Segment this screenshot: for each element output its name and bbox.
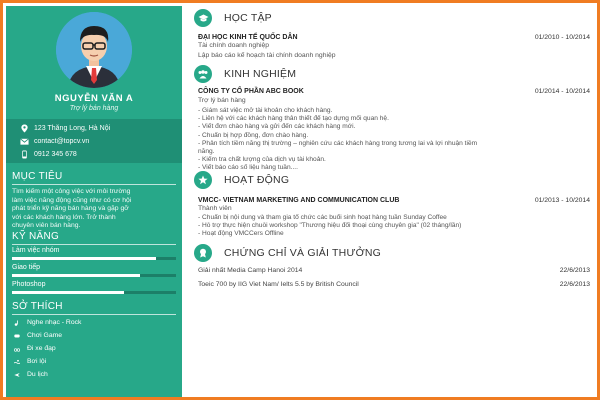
skills-divider <box>12 244 176 245</box>
hobby-label: Bơi lội <box>27 358 47 365</box>
experience-bullet: - Giám sát việc mở tài khoản cho khách hàng. <box>198 107 333 114</box>
contact-address <box>20 123 110 134</box>
hobby-item <box>14 358 46 365</box>
certificate-name: Giải nhất Media Camp Hanoi 2014 <box>198 267 303 274</box>
experience-header <box>194 65 296 83</box>
contact-email-text: contact@topcv.vn <box>34 138 90 145</box>
education-note: Lập báo cáo kế hoạch tài chính doanh nghiệp <box>198 52 336 59</box>
contact-phone-text: 0912 345 678 <box>34 151 77 158</box>
map-pin-icon <box>20 124 29 133</box>
education-major: Tài chính doanh nghiệp <box>198 42 270 49</box>
bicycle-icon <box>14 346 20 352</box>
activities-bullet: - Chuẩn bị nội dung và tham gia tổ chức các buổi sinh hoạt hàng tuần Sunday Coffee <box>198 214 447 221</box>
experience-bullet: - Viết đơn chào hàng và gửi đến các khách hàng mới. <box>198 123 356 131</box>
experience-company: CÔNG TY CỔ PHẦN ABC BOOK <box>198 88 304 95</box>
experience-bullet: năng. <box>198 148 215 156</box>
award-icon <box>194 244 212 262</box>
hobby-item <box>14 371 48 378</box>
avatar-illustration <box>56 12 132 88</box>
activities-heading: HOẠT ĐỘNG <box>224 174 290 186</box>
skills-heading: KỸ NĂNG <box>12 231 60 242</box>
hobby-label: Du lịch <box>27 371 48 378</box>
graduation-cap-icon <box>194 9 212 27</box>
experience-bullet: - Phân tích tiềm năng thị trường – nghiên cứu các khách hàng trong tương lai và lợi nhuận tiềm <box>198 139 478 147</box>
activities-role: Thành viên <box>198 205 232 212</box>
gamepad-icon <box>14 333 20 339</box>
hobby-label: Chơi Game <box>27 332 63 339</box>
experience-bullet: - Viết báo cáo số liệu hàng tuần.... <box>198 164 298 172</box>
education-school: ĐẠI HỌC KINH TẾ QUỐC DÂN <box>198 34 298 41</box>
activities-bullet: - Hỗ trợ thực hiện chuỗi workshop "Thương hiệu đối thoại cùng chuyên gia" (02 tháng/lần) <box>198 222 462 230</box>
experience-bullet: - Liên hệ với các khách hàng thân thiết để tạo dựng mối quan hệ. <box>198 115 389 123</box>
experience-heading: KINH NGHIỆM <box>224 68 297 80</box>
activities-bullet: - Hoạt động VMCCers Offline <box>198 230 284 238</box>
contact-block <box>6 119 182 163</box>
objective-line: Tìm kiếm một công việc với môi trường <box>12 188 131 195</box>
education-date: 01/2010 - 10/2014 <box>534 34 590 41</box>
contact-phone[interactable] <box>20 149 77 160</box>
experience-bullet: - Kiểm tra chất lượng của dịch vụ tài khoản. <box>198 156 326 164</box>
education-header <box>194 9 272 27</box>
objective-text <box>12 188 176 231</box>
hobbies-heading: SỞ THÍCH <box>12 301 63 312</box>
avatar <box>56 12 132 88</box>
certificates-header <box>194 244 381 262</box>
certificates-heading: CHỨNG CHỈ VÀ GIẢI THƯỞNG <box>224 247 381 259</box>
experience-bullets <box>198 107 583 173</box>
music-icon <box>14 320 20 326</box>
skill-bar-fill <box>12 291 124 294</box>
activities-org: VMCC- VIETNAM MARKETING AND COMMUNICATION CLUB <box>198 197 400 204</box>
skill-bar-fill <box>12 274 140 277</box>
skill-label: Làm việc nhóm <box>12 247 60 254</box>
experience-date: 01/2014 - 10/2014 <box>534 88 590 95</box>
skill-bar <box>12 291 176 294</box>
hobby-label: Đi xe đạp <box>27 345 56 352</box>
phone-icon <box>20 150 29 159</box>
skill-bar-fill <box>12 257 156 260</box>
contact-address-text: 123 Thăng Long, Hà Nội <box>34 125 111 132</box>
objective-line: chuyên viên bán hàng. <box>12 222 81 230</box>
activities-bullets <box>198 214 583 239</box>
objective-line: làm việc năng động cũng như có cơ hội <box>12 196 132 204</box>
certificate-date: 22/6/2013 <box>559 267 590 274</box>
hobby-label: Nghe nhạc - Rock <box>27 319 82 326</box>
swim-icon <box>14 359 20 365</box>
hobby-item <box>14 332 62 339</box>
email-icon <box>20 137 29 146</box>
hobby-item <box>14 345 56 352</box>
contact-email[interactable] <box>20 136 89 147</box>
certificate-name: Toeic 700 by IIG Viet Nam/ Ielts 5.5 by British Council <box>198 281 359 288</box>
hobbies-divider <box>12 314 176 315</box>
skill-bar <box>12 274 176 277</box>
person-name: NGUYỄN VĂN A <box>54 93 134 104</box>
experience-position: Trợ lý bán hàng <box>198 97 246 104</box>
objective-line: với các khách hàng lớn. Trở thành <box>12 213 116 221</box>
objective-divider <box>12 184 176 185</box>
main-content <box>182 6 600 400</box>
skill-bar <box>12 257 176 260</box>
plane-icon <box>14 372 20 378</box>
education-heading: HỌC TẬP <box>224 12 272 24</box>
certificate-date: 22/6/2013 <box>559 281 590 288</box>
star-icon <box>194 171 212 189</box>
objective-line: phát triển kỹ năng bán hàng và gặp gỡ <box>12 205 129 213</box>
objective-heading: MỤC TIÊU <box>12 171 63 182</box>
sidebar <box>6 6 182 400</box>
skill-label: Photoshop <box>12 281 46 288</box>
person-role: Trợ lý bán hàng <box>69 105 119 112</box>
activities-header <box>194 171 289 189</box>
activities-date: 01/2013 - 10/2014 <box>534 197 590 204</box>
skill-label: Giao tiếp <box>12 264 41 271</box>
experience-bullet: - Chuẩn bị hợp đồng, đơn chào hàng. <box>198 131 309 139</box>
users-icon <box>194 65 212 83</box>
hobby-item <box>14 319 81 326</box>
